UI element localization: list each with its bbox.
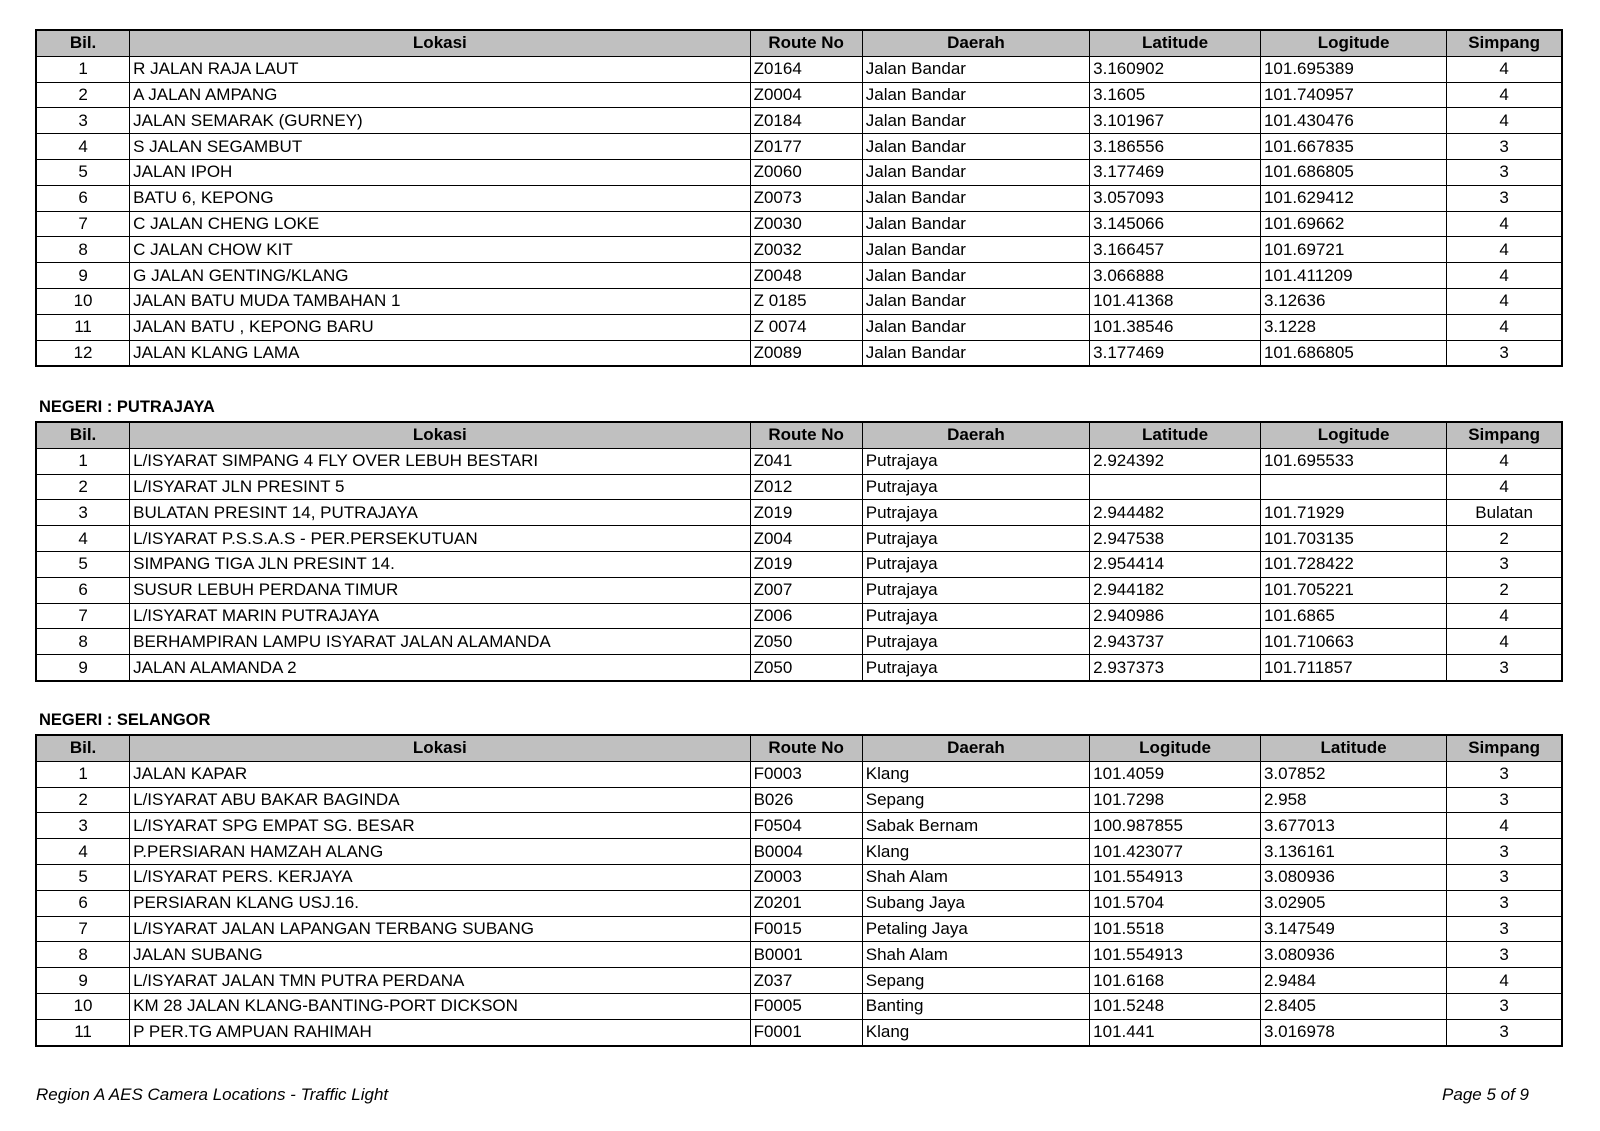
table-cell: 3	[1447, 993, 1562, 1019]
table-cell: 101.69721	[1260, 237, 1446, 263]
table-cell: 101.710663	[1260, 629, 1446, 655]
table-cell: KM 28 JALAN KLANG-BANTING-PORT DICKSON	[130, 993, 750, 1019]
table-cell: Z0004	[750, 82, 862, 108]
table-cell: Z006	[750, 603, 862, 629]
table-cell: Putrajaya	[862, 474, 1089, 500]
table-cell: 101.5704	[1090, 890, 1261, 916]
table-row	[36, 1019, 1562, 1045]
table-cell: 101.423077	[1090, 839, 1261, 865]
table-cell: Z0073	[750, 185, 862, 211]
table-cell: 101.667835	[1260, 134, 1446, 160]
column-header: Latitude	[1090, 30, 1261, 56]
table-cell: 101.728422	[1260, 551, 1446, 577]
table-cell: 3	[1447, 916, 1562, 942]
table-row	[36, 134, 1562, 160]
table-cell: 4	[1447, 82, 1562, 108]
table-cell: Z0201	[750, 890, 862, 916]
table-cell: 12	[36, 340, 130, 366]
table-cell: L/ISYARAT SIMPANG 4 FLY OVER LEBUH BESTARI	[130, 448, 750, 474]
table-row	[36, 787, 1562, 813]
table-cell: 1	[36, 56, 130, 82]
table-cell: JALAN SEMARAK (GURNEY)	[130, 108, 750, 134]
table-row	[36, 474, 1562, 500]
column-header: Latitude	[1090, 422, 1261, 448]
table-cell: 4	[1447, 108, 1562, 134]
table-cell: 3.160902	[1090, 56, 1261, 82]
table-cell: 3	[1447, 134, 1562, 160]
table-cell: Shah Alam	[862, 942, 1089, 968]
table-cell: JALAN SUBANG	[130, 942, 750, 968]
table-cell: 2	[36, 82, 130, 108]
column-header: Daerah	[862, 735, 1089, 761]
table-cell: Klang	[862, 839, 1089, 865]
table-cell: 101.695533	[1260, 448, 1446, 474]
table-cell: 2.924392	[1090, 448, 1261, 474]
table-row	[36, 82, 1562, 108]
table-selangor	[35, 734, 1563, 1047]
table-row	[36, 185, 1562, 211]
table-cell: 101.6168	[1090, 968, 1261, 994]
table-cell: 101.5518	[1090, 916, 1261, 942]
table-row	[36, 968, 1562, 994]
table-cell: Z 0185	[750, 288, 862, 314]
column-header: Logitude	[1090, 735, 1261, 761]
table-cell: 11	[36, 1019, 130, 1045]
table-cell: 8	[36, 237, 130, 263]
table-row	[36, 263, 1562, 289]
table-cell: 100.987855	[1090, 813, 1261, 839]
table-cell: 101.69662	[1260, 211, 1446, 237]
column-header: Latitude	[1260, 735, 1446, 761]
table-row	[36, 916, 1562, 942]
table-cell: 4	[1447, 263, 1562, 289]
table-cell: A JALAN AMPANG	[130, 82, 750, 108]
table-cell: Z050	[750, 629, 862, 655]
table-cell: 4	[36, 839, 130, 865]
table-cell: Jalan Bandar	[862, 263, 1089, 289]
table-cell: 101.703135	[1260, 526, 1446, 552]
table-cell: Putrajaya	[862, 629, 1089, 655]
table-row	[36, 629, 1562, 655]
header-row	[36, 30, 1562, 56]
table-cell	[1090, 474, 1261, 500]
table-cell: 3	[36, 108, 130, 134]
table-cell: C JALAN CHENG LOKE	[130, 211, 750, 237]
table-cell: Klang	[862, 1019, 1089, 1045]
table-cell: Putrajaya	[862, 603, 1089, 629]
table-cell: 101.5248	[1090, 993, 1261, 1019]
table-row	[36, 551, 1562, 577]
table-cell: Sepang	[862, 787, 1089, 813]
table-row	[36, 577, 1562, 603]
table-cell: Z0089	[750, 340, 862, 366]
table-cell: Jalan Bandar	[862, 211, 1089, 237]
table-cell: Z012	[750, 474, 862, 500]
table-cell: 2.937373	[1090, 655, 1261, 681]
table-cell	[1260, 474, 1446, 500]
table-cell: 101.441	[1090, 1019, 1261, 1045]
column-header: Lokasi	[130, 735, 750, 761]
table-cell: 3.147549	[1260, 916, 1446, 942]
table-cell: Z0060	[750, 159, 862, 185]
table-row	[36, 237, 1562, 263]
table-cell: 3.166457	[1090, 237, 1261, 263]
column-header: Simpang	[1447, 422, 1562, 448]
table-cell: 5	[36, 551, 130, 577]
data-table	[35, 29, 1563, 367]
table-cell: 3.057093	[1090, 185, 1261, 211]
table-cell: 5	[36, 864, 130, 890]
table-cell: Putrajaya	[862, 500, 1089, 526]
table-cell: Subang Jaya	[862, 890, 1089, 916]
table-row	[36, 761, 1562, 787]
table-row	[36, 864, 1562, 890]
table-row	[36, 942, 1562, 968]
table-cell: Z 0074	[750, 314, 862, 340]
table-cell: Z0030	[750, 211, 862, 237]
table-cell: JALAN BATU MUDA TAMBAHAN 1	[130, 288, 750, 314]
column-header: Simpang	[1447, 30, 1562, 56]
data-table	[35, 734, 1563, 1047]
column-header: Simpang	[1447, 735, 1562, 761]
table-cell: 3.080936	[1260, 942, 1446, 968]
header-row	[36, 422, 1562, 448]
table-cell: 101.705221	[1260, 577, 1446, 603]
table-cell: 4	[1447, 813, 1562, 839]
table-cell: 2.954414	[1090, 551, 1261, 577]
table-cell: C JALAN CHOW KIT	[130, 237, 750, 263]
column-header: Bil.	[36, 422, 130, 448]
footer-page-number: Page 5 of 9	[1442, 1085, 1529, 1104]
table-cell: 1	[36, 761, 130, 787]
table-row	[36, 813, 1562, 839]
header-row	[36, 735, 1562, 761]
table-cell: 3	[1447, 340, 1562, 366]
table-cell: Sepang	[862, 968, 1089, 994]
table-cell: JALAN BATU , KEPONG BARU	[130, 314, 750, 340]
table-cell: Jalan Bandar	[862, 108, 1089, 134]
table-cell: 4	[1447, 629, 1562, 655]
table-cell: 2	[1447, 577, 1562, 603]
table-cell: 3.136161	[1260, 839, 1446, 865]
table-cell: F0001	[750, 1019, 862, 1045]
table-cell: Putrajaya	[862, 577, 1089, 603]
table-cell: BERHAMPIRAN LAMPU ISYARAT JALAN ALAMANDA	[130, 629, 750, 655]
footer-document-title: Region A AES Camera Locations - Traffic Light	[36, 1085, 389, 1104]
table-cell: 2.943737	[1090, 629, 1261, 655]
table-cell: 9	[36, 263, 130, 289]
table-cell: Bulatan	[1447, 500, 1562, 526]
table-cell: 4	[1447, 474, 1562, 500]
column-header: Route No	[750, 422, 862, 448]
table-cell: 7	[36, 916, 130, 942]
table-cell: L/ISYARAT JLN PRESINT 5	[130, 474, 750, 500]
table-cell: 4	[1447, 448, 1562, 474]
table-row	[36, 655, 1562, 681]
table-cell: 2.940986	[1090, 603, 1261, 629]
table-cell: 101.411209	[1260, 263, 1446, 289]
table-cell: Jalan Bandar	[862, 159, 1089, 185]
table-cell: B026	[750, 787, 862, 813]
table-cell: 3	[1447, 787, 1562, 813]
table-row	[36, 839, 1562, 865]
table-cell: SIMPANG TIGA JLN PRESINT 14.	[130, 551, 750, 577]
data-table	[35, 421, 1563, 682]
table-cell: Jalan Bandar	[862, 185, 1089, 211]
table-cell: Jalan Bandar	[862, 134, 1089, 160]
table-row	[36, 340, 1562, 366]
table-cell: 3	[1447, 1019, 1562, 1045]
table-cell: 6	[36, 577, 130, 603]
table-cell: 10	[36, 288, 130, 314]
table-cell: 7	[36, 603, 130, 629]
column-header: Daerah	[862, 30, 1089, 56]
table-row	[36, 448, 1562, 474]
table-cell: 3	[1447, 761, 1562, 787]
table-cell: 5	[36, 159, 130, 185]
table-cell: Z0048	[750, 263, 862, 289]
table-cell: Z0032	[750, 237, 862, 263]
table-row	[36, 500, 1562, 526]
table-cell: 101.629412	[1260, 185, 1446, 211]
table-cell: 3	[1447, 551, 1562, 577]
table-row	[36, 603, 1562, 629]
table-cell: 9	[36, 968, 130, 994]
table-cell: F0504	[750, 813, 862, 839]
table-cell: 2.944482	[1090, 500, 1261, 526]
section-title-selangor: NEGERI : SELANGOR	[39, 711, 211, 729]
table-cell: 1	[36, 448, 130, 474]
table-cell: 9	[36, 655, 130, 681]
table-cell: Z019	[750, 500, 862, 526]
column-header: Logitude	[1260, 30, 1446, 56]
table-cell: 101.711857	[1260, 655, 1446, 681]
table-cell: 4	[1447, 968, 1562, 994]
table-cell: 3.677013	[1260, 813, 1446, 839]
table-cell: 101.71929	[1260, 500, 1446, 526]
table-cell: 7	[36, 211, 130, 237]
table-cell: Z050	[750, 655, 862, 681]
table-cell: 3	[1447, 942, 1562, 968]
table-cell: 2	[1447, 526, 1562, 552]
table-cell: P PER.TG AMPUAN RAHIMAH	[130, 1019, 750, 1045]
table-cell: 3.177469	[1090, 340, 1261, 366]
column-header: Lokasi	[130, 422, 750, 448]
table-cell: 3	[36, 813, 130, 839]
table-cell: 3	[36, 500, 130, 526]
table-cell: Z041	[750, 448, 862, 474]
table-cell: Sabak Bernam	[862, 813, 1089, 839]
table-cell: JALAN KLANG LAMA	[130, 340, 750, 366]
table-cell: 4	[1447, 314, 1562, 340]
table-cell: 3	[1447, 890, 1562, 916]
table-cell: 4	[36, 526, 130, 552]
table-row	[36, 108, 1562, 134]
table-cell: Jalan Bandar	[862, 340, 1089, 366]
table-cell: JALAN ALAMANDA 2	[130, 655, 750, 681]
table-cell: Z004	[750, 526, 862, 552]
table-cell: 101.686805	[1260, 159, 1446, 185]
table-cell: F0015	[750, 916, 862, 942]
table-cell: P.PERSIARAN HAMZAH ALANG	[130, 839, 750, 865]
table-cell: 3	[1447, 159, 1562, 185]
table-cell: JALAN KAPAR	[130, 761, 750, 787]
table-cell: 3.016978	[1260, 1019, 1446, 1045]
table-cell: 4	[36, 134, 130, 160]
table-cell: 3	[1447, 839, 1562, 865]
table-cell: Z0184	[750, 108, 862, 134]
table-cell: 3.080936	[1260, 864, 1446, 890]
table-cell: 4	[1447, 603, 1562, 629]
table-cell: B0001	[750, 942, 862, 968]
table-cell: Putrajaya	[862, 526, 1089, 552]
table-kuala-lumpur	[35, 29, 1563, 367]
table-cell: 6	[36, 185, 130, 211]
table-cell: 2.944182	[1090, 577, 1261, 603]
table-row	[36, 993, 1562, 1019]
table-cell: 101.554913	[1090, 864, 1261, 890]
table-cell: 101.41368	[1090, 288, 1261, 314]
section-title-putrajaya: NEGERI : PUTRAJAYA	[39, 398, 215, 416]
table-cell: Z0164	[750, 56, 862, 82]
table-row	[36, 159, 1562, 185]
table-cell: BULATAN PRESINT 14, PUTRAJAYA	[130, 500, 750, 526]
table-cell: 101.740957	[1260, 82, 1446, 108]
table-row	[36, 211, 1562, 237]
table-cell: 3.177469	[1090, 159, 1261, 185]
table-cell: 3	[1447, 185, 1562, 211]
table-cell: Z0003	[750, 864, 862, 890]
column-header: Daerah	[862, 422, 1089, 448]
table-cell: 8	[36, 942, 130, 968]
table-cell: Klang	[862, 761, 1089, 787]
table-cell: L/ISYARAT PERS. KERJAYA	[130, 864, 750, 890]
table-cell: Banting	[862, 993, 1089, 1019]
table-row	[36, 56, 1562, 82]
table-cell: BATU 6, KEPONG	[130, 185, 750, 211]
table-cell: Jalan Bandar	[862, 237, 1089, 263]
table-cell: 3.02905	[1260, 890, 1446, 916]
table-cell: L/ISYARAT JALAN LAPANGAN TERBANG SUBANG	[130, 916, 750, 942]
table-cell: 4	[1447, 56, 1562, 82]
table-cell: Putrajaya	[862, 551, 1089, 577]
table-cell: 101.7298	[1090, 787, 1261, 813]
table-cell: L/ISYARAT MARIN PUTRAJAYA	[130, 603, 750, 629]
table-cell: F0003	[750, 761, 862, 787]
table-cell: L/ISYARAT ABU BAKAR BAGINDA	[130, 787, 750, 813]
column-header: Bil.	[36, 735, 130, 761]
table-cell: Petaling Jaya	[862, 916, 1089, 942]
table-cell: G JALAN GENTING/KLANG	[130, 263, 750, 289]
table-cell: Z037	[750, 968, 862, 994]
table-cell: 101.38546	[1090, 314, 1261, 340]
table-cell: R JALAN RAJA LAUT	[130, 56, 750, 82]
table-cell: 101.695389	[1260, 56, 1446, 82]
table-cell: Jalan Bandar	[862, 314, 1089, 340]
table-cell: 3.066888	[1090, 263, 1261, 289]
table-cell: 4	[1447, 288, 1562, 314]
table-cell: L/ISYARAT JALAN TMN PUTRA PERDANA	[130, 968, 750, 994]
table-cell: Jalan Bandar	[862, 288, 1089, 314]
table-cell: 3.186556	[1090, 134, 1261, 160]
table-cell: Z007	[750, 577, 862, 603]
table-putrajaya	[35, 421, 1563, 682]
table-cell: Putrajaya	[862, 448, 1089, 474]
table-cell: Jalan Bandar	[862, 82, 1089, 108]
table-cell: F0005	[750, 993, 862, 1019]
table-cell: 101.4059	[1090, 761, 1261, 787]
table-cell: 6	[36, 890, 130, 916]
table-cell: 3.07852	[1260, 761, 1446, 787]
table-cell: SUSUR LEBUH PERDANA TIMUR	[130, 577, 750, 603]
column-header: Lokasi	[130, 30, 750, 56]
table-cell: B0004	[750, 839, 862, 865]
table-cell: 3.145066	[1090, 211, 1261, 237]
table-cell: 10	[36, 993, 130, 1019]
table-cell: 3.12636	[1260, 288, 1446, 314]
table-cell: 3	[1447, 864, 1562, 890]
table-cell: 2.947538	[1090, 526, 1261, 552]
table-cell: L/ISYARAT SPG EMPAT SG. BESAR	[130, 813, 750, 839]
table-cell: 3.1228	[1260, 314, 1446, 340]
table-cell: 2.8405	[1260, 993, 1446, 1019]
table-cell: Shah Alam	[862, 864, 1089, 890]
column-header: Route No	[750, 735, 862, 761]
table-cell: S JALAN SEGAMBUT	[130, 134, 750, 160]
table-cell: L/ISYARAT P.S.S.A.S - PER.PERSEKUTUAN	[130, 526, 750, 552]
table-cell: Jalan Bandar	[862, 56, 1089, 82]
table-row	[36, 526, 1562, 552]
table-cell: JALAN IPOH	[130, 159, 750, 185]
table-cell: 3.1605	[1090, 82, 1261, 108]
table-row	[36, 314, 1562, 340]
table-cell: 4	[1447, 237, 1562, 263]
table-cell: Z019	[750, 551, 862, 577]
table-cell: Putrajaya	[862, 655, 1089, 681]
table-cell: 101.554913	[1090, 942, 1261, 968]
table-cell: 4	[1447, 211, 1562, 237]
table-cell: 2.958	[1260, 787, 1446, 813]
table-cell: PERSIARAN KLANG USJ.16.	[130, 890, 750, 916]
column-header: Bil.	[36, 30, 130, 56]
column-header: Logitude	[1260, 422, 1446, 448]
table-cell: 101.686805	[1260, 340, 1446, 366]
column-header: Route No	[750, 30, 862, 56]
table-cell: 11	[36, 314, 130, 340]
table-cell: 2	[36, 474, 130, 500]
table-cell: 8	[36, 629, 130, 655]
table-cell: 3.101967	[1090, 108, 1261, 134]
table-cell: 2.9484	[1260, 968, 1446, 994]
table-cell: 3	[1447, 655, 1562, 681]
table-row	[36, 890, 1562, 916]
table-cell: 2	[36, 787, 130, 813]
table-cell: Z0177	[750, 134, 862, 160]
table-cell: 101.430476	[1260, 108, 1446, 134]
table-row	[36, 288, 1562, 314]
table-cell: 101.6865	[1260, 603, 1446, 629]
